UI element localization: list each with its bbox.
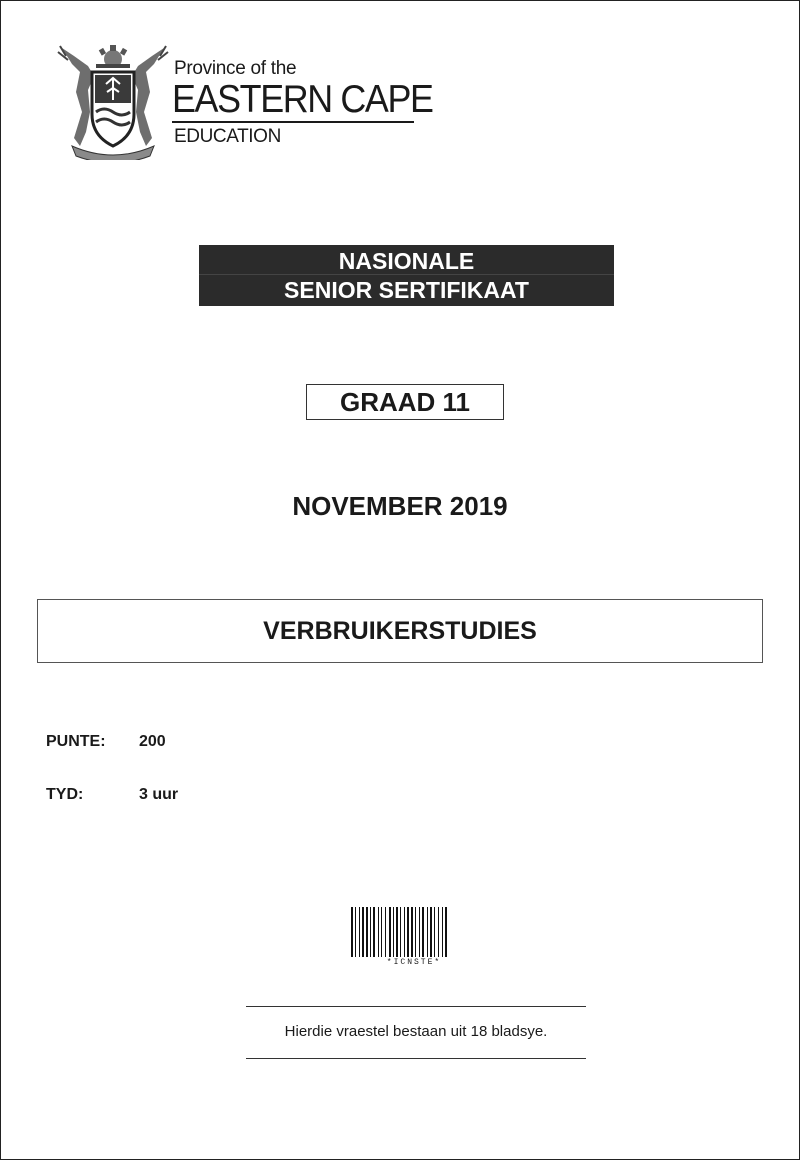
nss-banner: [199, 245, 614, 306]
banner-line-2: SENIOR SERTIFIKAAT: [284, 277, 529, 303]
marks-value: 200: [139, 733, 166, 750]
time-value: 3 uur: [139, 786, 179, 803]
time-label: TYD:: [46, 786, 84, 803]
marks-label: PUNTE:: [46, 733, 106, 750]
grade-label: GRAAD 11: [306, 384, 504, 420]
subject-title: VERBRUIKERSTUDIES: [37, 599, 763, 663]
banner-line-1: NASIONALE: [338, 248, 475, 274]
exam-date: NOVEMBER 2019: [292, 491, 508, 521]
banner-divider: [199, 274, 614, 275]
coat-of-arms-icon: [52, 42, 174, 160]
page-count-note: Hierdie vraestel bestaan uit 18 bladsye.: [284, 1023, 548, 1040]
barcode: [351, 907, 477, 959]
barcode-text: *ICNSTE*: [386, 958, 442, 967]
logo-province-text: Province of the: [174, 58, 297, 79]
top-rule: [246, 1006, 586, 1007]
bottom-rule: [246, 1058, 586, 1059]
logo-divider: [172, 121, 414, 123]
logo-eastern-cape-text: EASTERN CAPE: [172, 78, 433, 121]
logo-education-text: EDUCATION: [174, 126, 281, 147]
